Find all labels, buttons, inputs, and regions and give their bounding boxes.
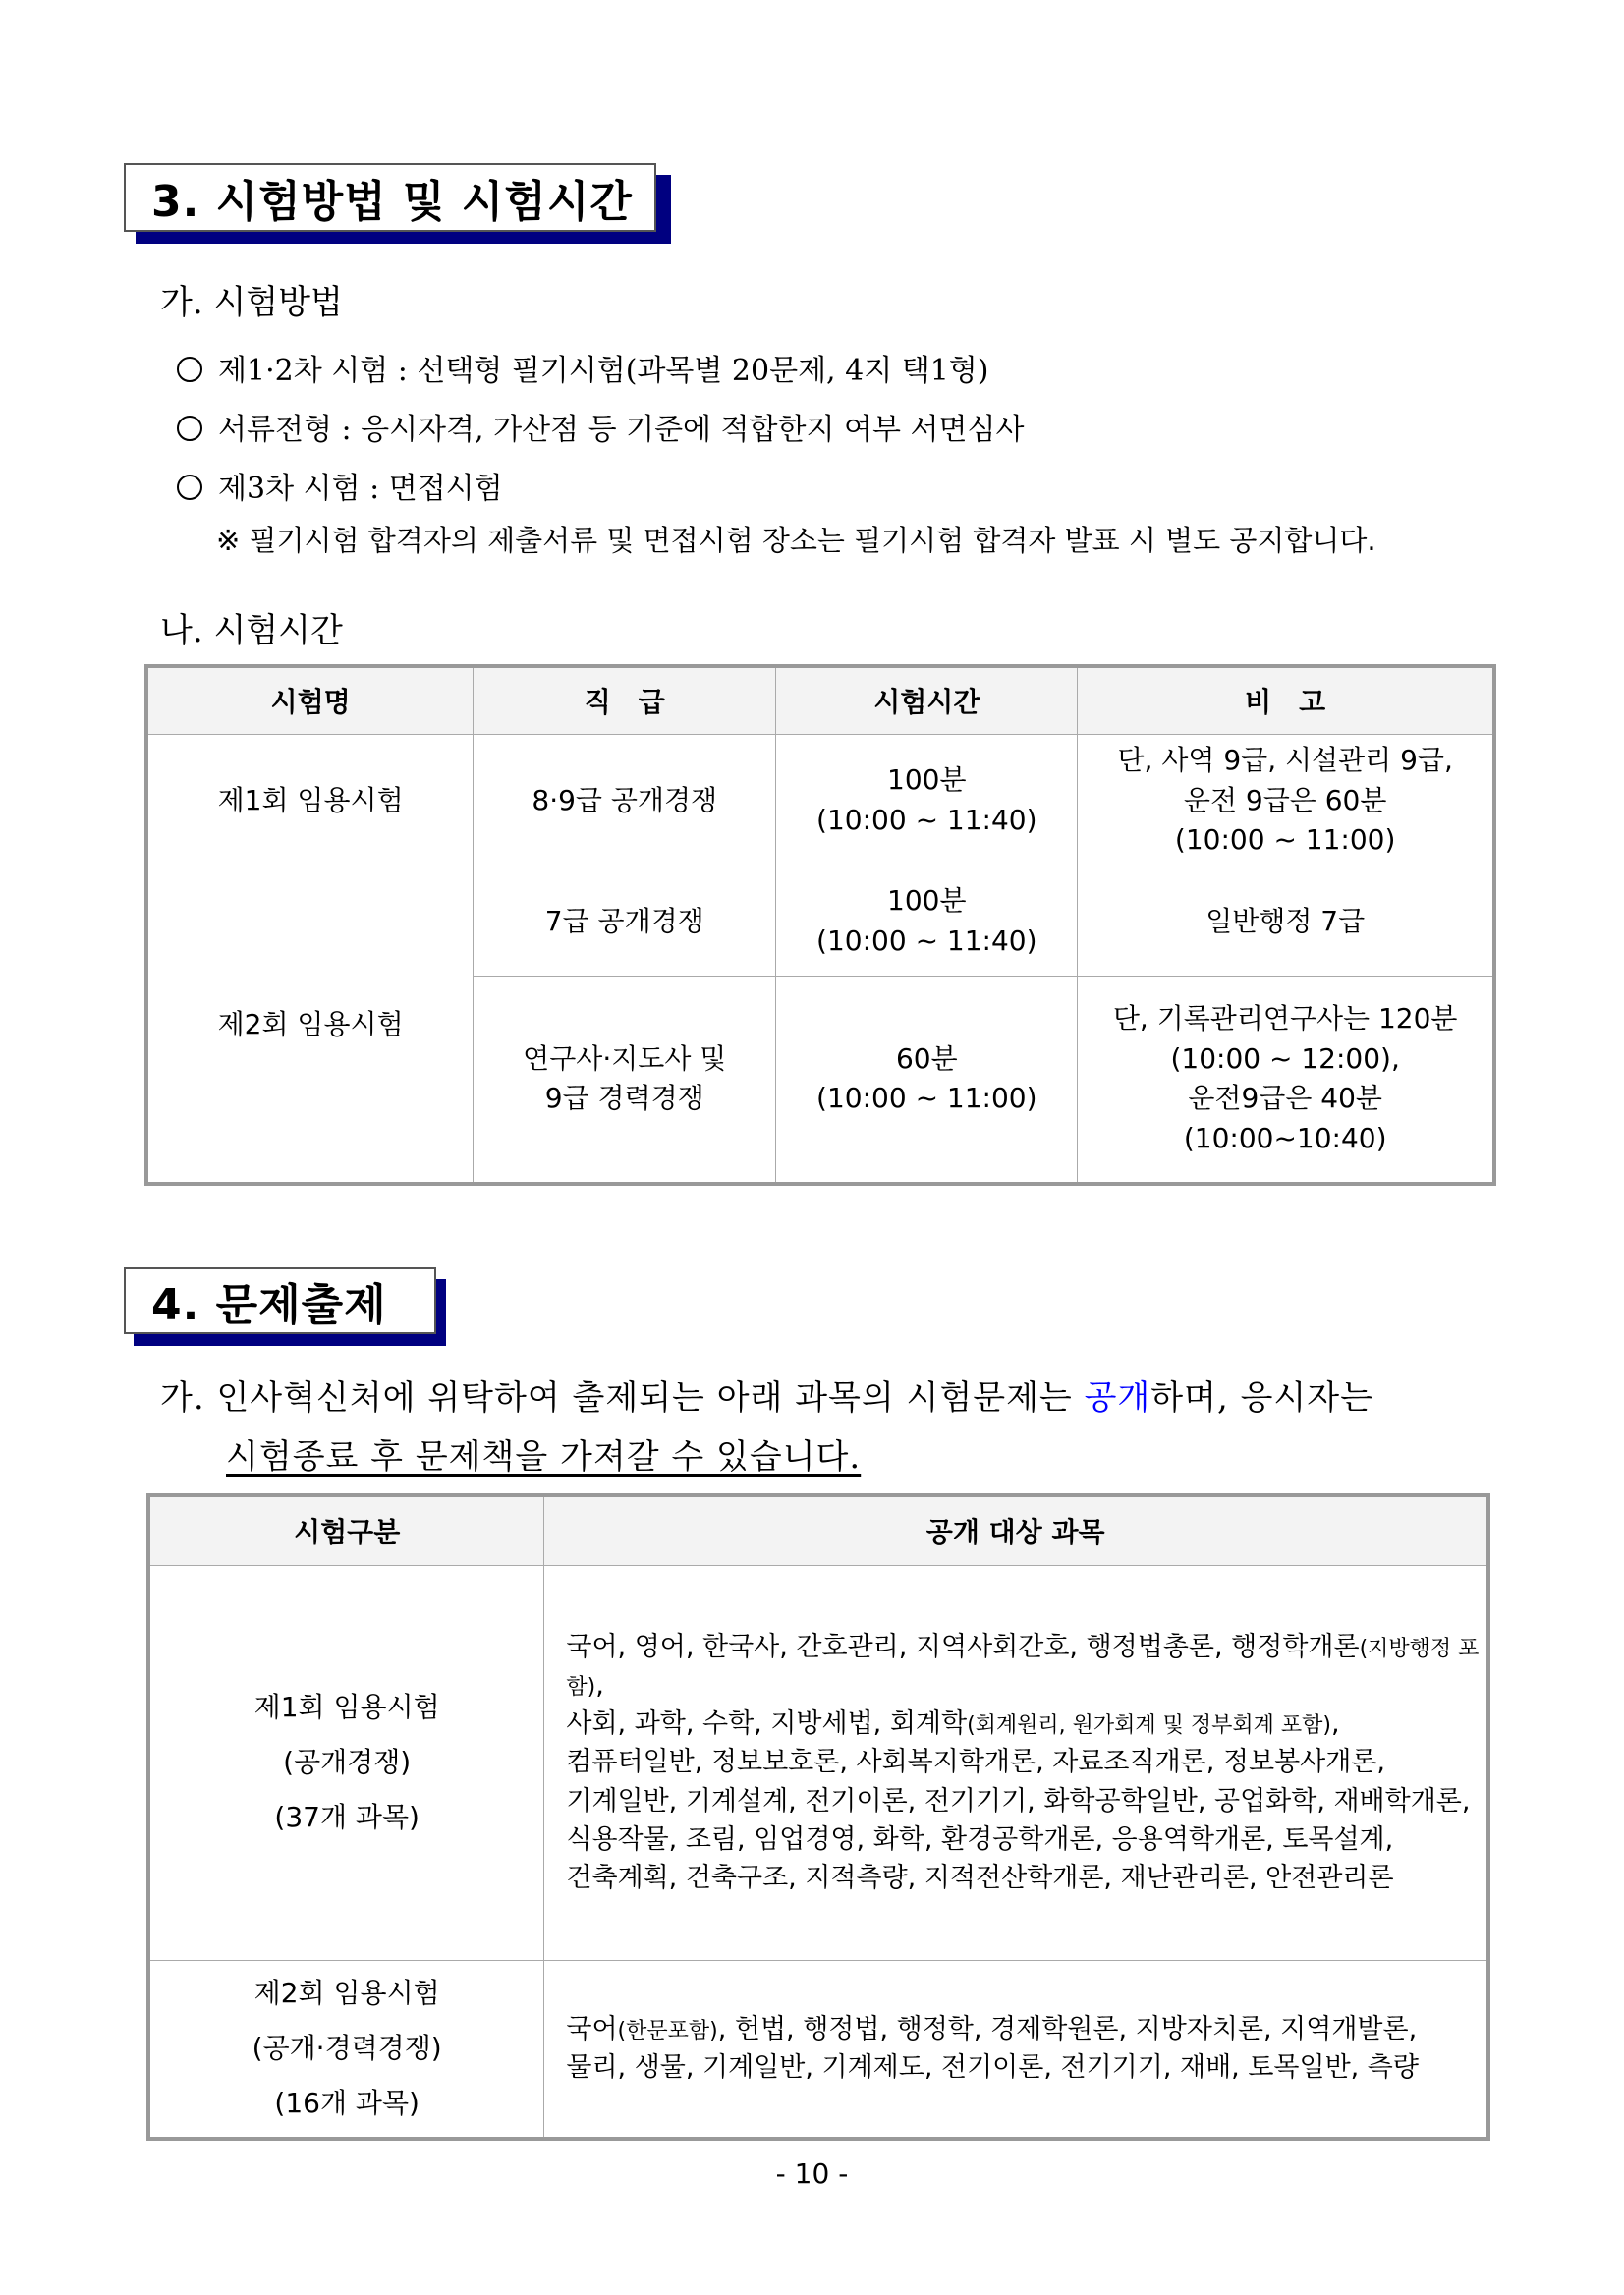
table-row — [148, 1960, 1488, 2139]
cell-exam-category: 제2회 임용시험 (공개·경력경쟁) (16개 과목) — [148, 1960, 544, 2139]
page-number: - 10 - — [775, 2157, 849, 2190]
cell-time: 100분 (10:00 ~ 11:40) — [776, 734, 1078, 868]
circle-bullet-icon — [177, 357, 202, 382]
cell-subjects: 국어, 영어, 한국사, 간호관리, 지역사회간호, 행정법총론, 행정학개론(지방행정 포함), 사회, 과학, 수학, 지방세법, 회계학(회계원리, 원가회계 및 정부회계 포함), 컴퓨터일반, 정보보호론, 사회복지학개론, 자료조직개론, 정보봉사개론, 기계일반, 기계설계, 전기이론, 전기기기, 화학공학일반, 공업화학, 재배학개론, 식용작물, 조림, 임업경영, 화학, 환경공학개론, 응용역학개론, 토목설계, 건축계획, 건축구조, 지적측량, 지적전산학개론, 재난관리론, 안전관리론 — [544, 1565, 1488, 1960]
cell-grade: 7급 공개경쟁 — [474, 868, 776, 976]
cell-exam: 제2회 임용시험 — [146, 868, 474, 1184]
section-3-title-text: 3. 시험방법 및 시험시간 — [151, 177, 633, 227]
bullet-item: 서류전형 : 응시자격, 가산점 등 기준에 적합한지 여부 서면심사 — [177, 405, 1024, 448]
cell-remark: 단, 사역 9급, 시설관리 9급, 운전 9급은 60분 (10:00 ~ 11:00) — [1078, 734, 1494, 868]
table-header-row — [148, 1495, 1488, 1565]
header-exam-time: 시험시간 — [776, 666, 1078, 734]
header-public-subjects: 공개 대상 과목 — [544, 1495, 1488, 1565]
cell-time: 60분 (10:00 ~ 11:00) — [776, 976, 1078, 1184]
table-row — [146, 868, 1494, 976]
exam-time-table — [144, 664, 1496, 1186]
subheading-exam-method: 가. 시험방법 — [160, 283, 343, 322]
cell-subjects: 국어(한문포함), 헌법, 행정법, 행정학, 경제학원론, 지방자치론, 지역개발론, 물리, 생물, 기계일반, 기계제도, 전기이론, 전기기기, 재배, 토목일반, 측량 — [544, 1960, 1488, 2139]
header-remark: 비 고 — [1078, 666, 1494, 734]
circle-bullet-icon — [177, 416, 202, 441]
cell-exam-category: 제1회 임용시험 (공개경쟁) (37개 과목) — [148, 1565, 544, 1960]
cell-exam: 제1회 임용시험 — [146, 734, 474, 868]
bullet-item: 제1·2차 시험 : 선택형 필기시험(과목별 20문제, 4지 택1형) — [177, 346, 988, 389]
subheading-exam-time: 나. 시험시간 — [160, 611, 343, 650]
bullet-item: 제3차 시험 : 면접시험 — [177, 464, 503, 507]
circle-bullet-icon — [177, 475, 202, 500]
table-row — [148, 1565, 1488, 1960]
title-box — [124, 163, 656, 232]
cell-remark: 단, 기록관리연구사는 120분 (10:00 ~ 12:00), 운전9급은 40분 (10:00~10:40) — [1078, 976, 1494, 1184]
table-header-row — [146, 666, 1494, 734]
public-subjects-table — [146, 1493, 1490, 2141]
cell-remark: 일반행정 7급 — [1078, 868, 1494, 976]
title-box — [124, 1267, 436, 1334]
header-exam-name: 시험명 — [146, 666, 474, 734]
cell-grade: 8·9급 공개경쟁 — [474, 734, 776, 868]
header-exam-category: 시험구분 — [148, 1495, 544, 1565]
disclosure-paragraph: 가. 인사혁신처에 위탁하여 출제되는 아래 과목의 시험문제는 공개하며, 응시자는 — [160, 1378, 1373, 1418]
cell-time: 100분 (10:00 ~ 11:40) — [776, 868, 1078, 976]
cell-grade: 연구사·지도사 및 9급 경력경쟁 — [474, 976, 776, 1184]
header-grade: 직 급 — [474, 666, 776, 734]
note-text: ※ 필기시험 합격자의 제출서류 및 면접시험 장소는 필기시험 합격자 발표 시 별도 공지합니다. — [216, 524, 1376, 557]
table-row — [146, 734, 1494, 868]
section-4-title-text: 4. 문제출제 — [151, 1280, 387, 1330]
disclosure-paragraph-line2: 시험종료 후 문제책을 가져갈 수 있습니다. — [226, 1437, 862, 1477]
highlight-public: 공개 — [1084, 1378, 1151, 1418]
